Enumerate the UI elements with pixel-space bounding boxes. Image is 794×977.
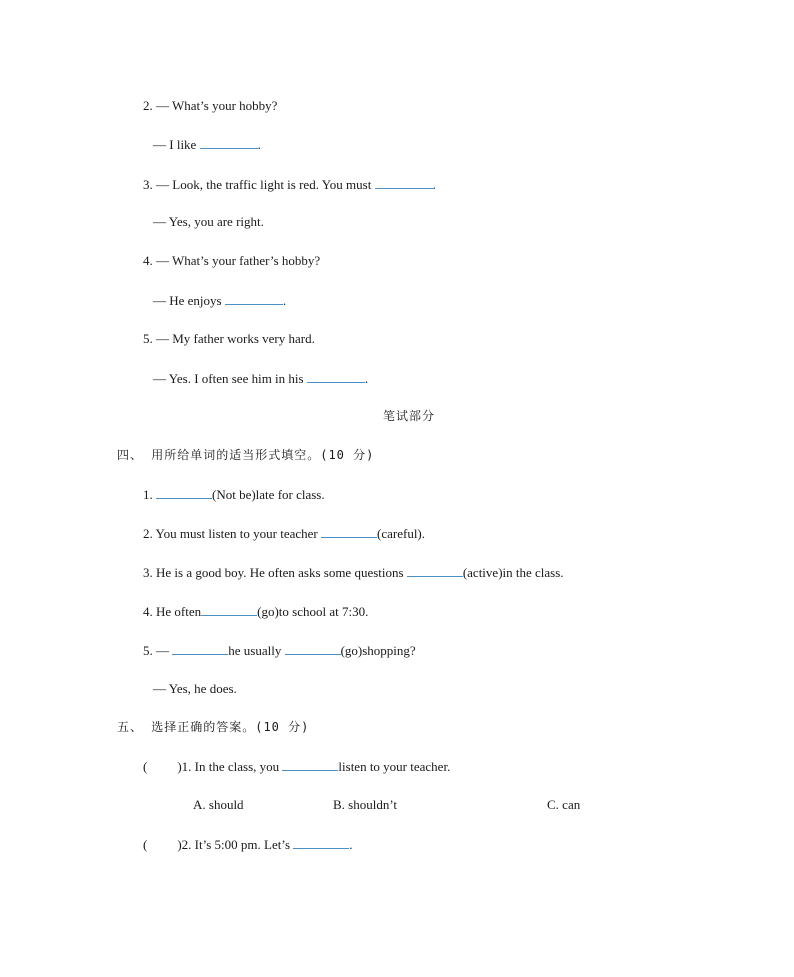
s4-q5-reply: — Yes, he does. <box>153 681 237 696</box>
answer-paren-open: ( <box>143 759 148 774</box>
question-text: 2. You must listen to your teacher <box>143 526 318 541</box>
q2-prompt <box>143 98 277 114</box>
q5-reply <box>153 370 368 387</box>
section-four-title: 四、 用所给单词的适当形式填空。(10 分) <box>117 448 375 462</box>
s4-q2 <box>143 525 425 542</box>
answer-paren-open: ( <box>143 837 148 852</box>
s4-q4 <box>143 603 368 620</box>
dash: — <box>153 371 166 386</box>
answer-blank[interactable] <box>293 836 349 849</box>
answer-blank[interactable] <box>201 603 257 616</box>
q2-reply <box>153 136 261 153</box>
answer-blank[interactable] <box>407 564 463 577</box>
period: . <box>282 293 287 308</box>
q4-prompt <box>143 253 320 269</box>
period: . <box>349 837 353 852</box>
q3-prompt <box>143 176 436 193</box>
prompt-text: What’s your father’s hobby? <box>172 253 321 268</box>
hint-word: (go)shopping? <box>340 643 416 658</box>
reply-text: He enjoys <box>169 293 222 308</box>
question-number: 1. <box>143 487 153 502</box>
question-text: )1. In the class, you <box>177 759 280 774</box>
prompt-text: Look, the traffic light is red. You must <box>172 177 372 192</box>
answer-blank[interactable] <box>282 758 338 771</box>
question-text: he usually <box>228 643 282 658</box>
answer-blank[interactable] <box>200 136 258 149</box>
answer-blank[interactable] <box>321 525 377 538</box>
question-text: 4. He often <box>143 604 202 619</box>
hint-word: (go)to school at 7:30. <box>257 604 369 619</box>
reply-text: Yes, you are right. <box>168 214 264 229</box>
question-number: 5. <box>143 643 153 658</box>
dash: — <box>156 643 169 658</box>
answer-blank[interactable] <box>156 486 212 499</box>
s4-q5 <box>143 642 416 659</box>
q3-reply <box>153 214 264 230</box>
option-b[interactable]: B. shouldn’t <box>333 797 398 812</box>
prompt-text: What’s your hobby? <box>172 98 278 113</box>
q4-reply <box>153 292 286 309</box>
question-number: 4. <box>143 253 153 268</box>
period: . <box>432 177 436 192</box>
s4-q1 <box>143 486 325 503</box>
dash: — <box>156 98 169 113</box>
s5-q2 <box>143 836 353 853</box>
question-number: 5. <box>143 331 153 346</box>
answer-blank[interactable] <box>225 292 283 305</box>
question-text: )2. It’s 5:00 pm. Let’s <box>177 837 291 852</box>
dash: — <box>156 331 169 346</box>
dash: — <box>156 177 169 192</box>
question-number: 2. <box>143 98 153 113</box>
period: . <box>364 371 369 386</box>
answer-blank[interactable] <box>285 642 341 655</box>
dash: — <box>153 293 166 308</box>
prompt-text: My father works very hard. <box>172 331 315 346</box>
dash: — <box>156 253 169 268</box>
written-part-title: 笔试部分 <box>383 409 436 423</box>
dash: — <box>153 137 166 152</box>
section-five-title: 五、 选择正确的答案。(10 分) <box>117 720 310 734</box>
question-text: 3. He is a good boy. He often asks some questions <box>143 565 404 580</box>
hint-word: (careful). <box>377 526 426 541</box>
answer-blank[interactable] <box>307 370 365 383</box>
question-text: listen to your teacher. <box>338 759 451 774</box>
reply-text: Yes. I often see him in his <box>168 371 304 386</box>
option-a[interactable]: A. should <box>193 797 244 812</box>
question-text: (Not be)late for class. <box>212 487 325 502</box>
s4-q3 <box>143 564 564 581</box>
q5-prompt <box>143 331 315 347</box>
question-number: 3. <box>143 177 153 192</box>
hint-word: (active)in the class. <box>462 565 564 580</box>
answer-blank[interactable] <box>172 642 228 655</box>
period: . <box>257 137 261 152</box>
dash: — <box>153 214 166 229</box>
answer-blank[interactable] <box>375 176 433 189</box>
reply-text: I like <box>169 137 197 152</box>
option-c[interactable]: C. can <box>547 797 581 812</box>
s5-q1 <box>143 758 450 775</box>
